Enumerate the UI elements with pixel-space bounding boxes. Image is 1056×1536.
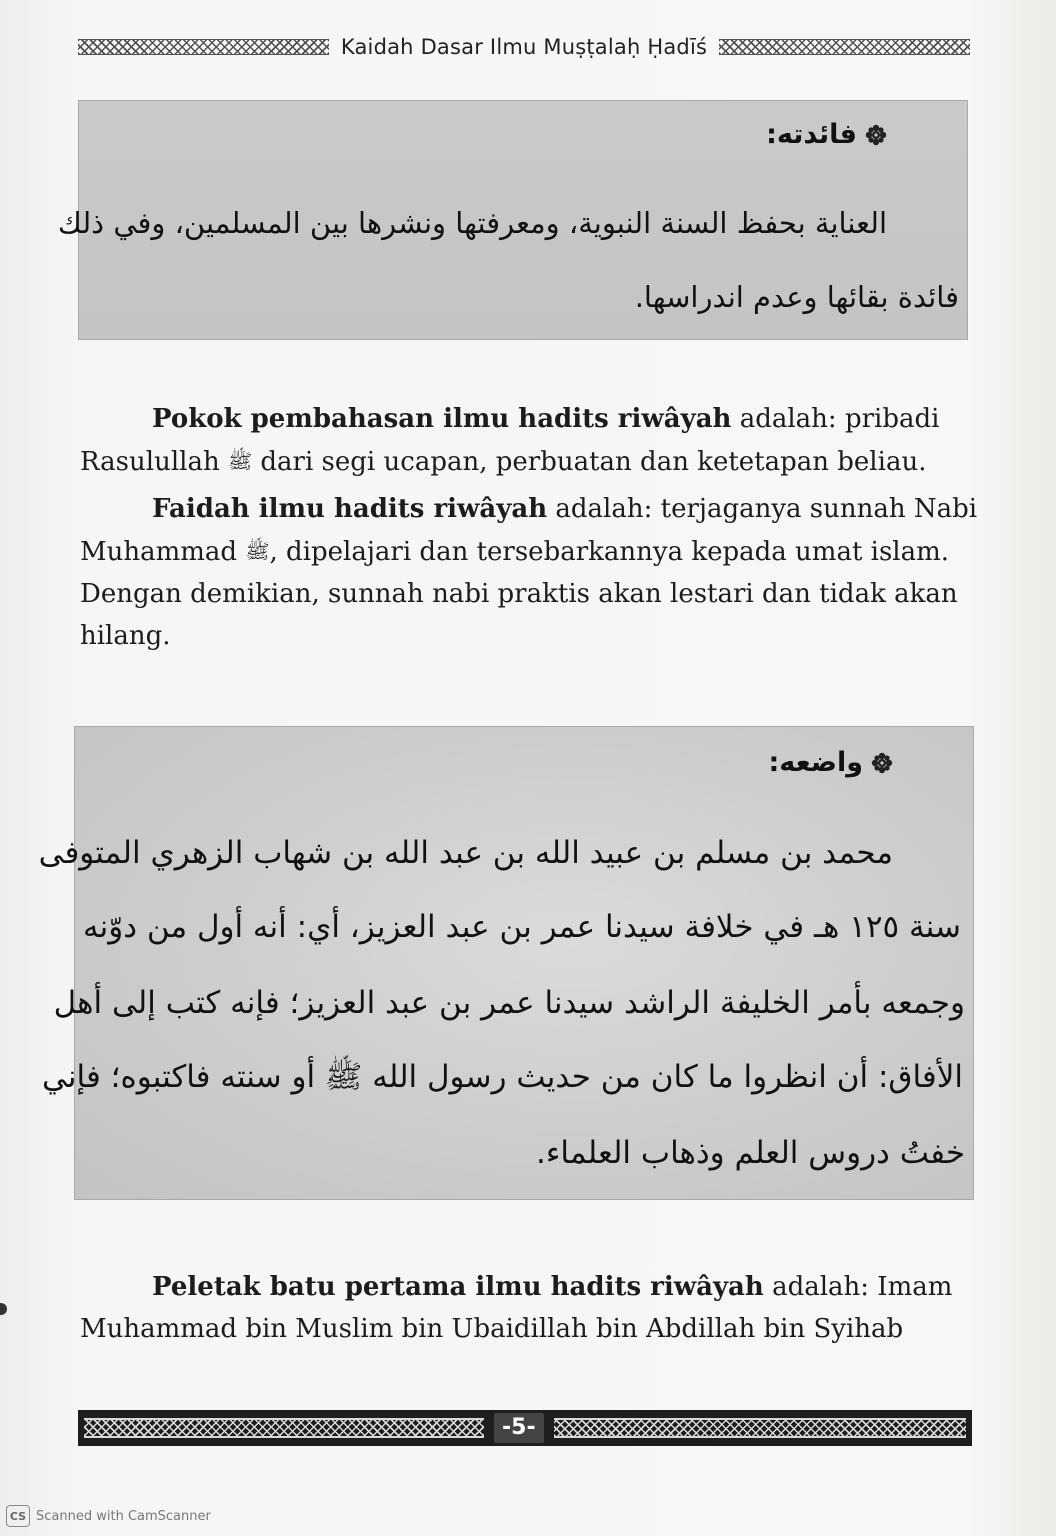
text-span: adalah: Imam — [763, 1272, 953, 1302]
scanner-label: Scanned with CamScanner — [36, 1508, 211, 1524]
text-span: Rasulullah — [80, 447, 228, 477]
bold-term: Faidah ilmu hadits riwâyah — [152, 494, 548, 524]
founder-heading — [768, 747, 893, 778]
text-span: adalah: terjaganya sunnah Nabi — [547, 494, 978, 524]
paragraph-line — [80, 398, 968, 440]
paragraph-subject — [80, 398, 968, 483]
header-title: Kaidah Dasar Ilmu Muṣṭalaḥ Ḥadīś — [340, 35, 708, 59]
paragraph-line — [80, 530, 968, 573]
paragraph-line: Dengan demikian, sunnah nabi praktis akan lestari dan tidak akan — [80, 579, 958, 609]
benefit-line-1: العناية بحفظ السنة النبوية، ومعرفتها ونشرها بين المسلمين، وفي ذلك — [57, 206, 887, 240]
page-number: -5- — [494, 1413, 544, 1443]
founder-line-3: وجمعه بأمر الخليفة الراشد سيدنا عمر بن عبد العزيز؛ فإنه كتب إلى أهل — [53, 985, 965, 1021]
benefit-line-2: فائدة بقائها وعدم اندراسها. — [634, 280, 959, 314]
benefit-heading — [766, 119, 887, 150]
text-span: Muhammad — [80, 537, 246, 567]
benefit-box — [57, 100, 968, 340]
paragraph-founder — [80, 1266, 968, 1350]
saw-honorific-icon: ﷺ — [245, 539, 270, 563]
text-span: dari segi ucapan, perbuatan dan ketetapan beliau. — [252, 447, 927, 477]
text-span: adalah: pribadi — [731, 404, 940, 434]
benefit-heading-text: فائدته: — [766, 119, 857, 150]
scanner-watermark — [6, 1505, 211, 1527]
paragraph-line: hilang. — [80, 621, 171, 651]
paragraph-line — [80, 1266, 968, 1308]
paragraph-line — [80, 440, 968, 483]
footer-ornament-left — [84, 1418, 484, 1438]
footer-ornament-right — [554, 1418, 966, 1438]
paragraph-benefit — [80, 488, 978, 657]
flower-bullet-icon — [871, 752, 893, 774]
flower-bullet-icon — [865, 124, 887, 146]
page-edge-mark — [0, 1303, 7, 1315]
bold-term: Pokok pembahasan ilmu hadits riwâyah — [152, 404, 732, 434]
page-footer — [78, 1410, 972, 1446]
founder-heading-text: واضعه: — [768, 747, 863, 778]
paragraph-line — [80, 488, 978, 530]
header-ornament-right — [719, 39, 970, 55]
camscanner-logo-icon: CS — [6, 1505, 30, 1527]
saw-honorific-icon: ﷺ — [227, 449, 253, 473]
founder-line-5: خفتُ دروس العلم وذهاب العلماء. — [535, 1135, 965, 1171]
founder-line-1: محمد بن مسلم بن عبيد الله بن عبد الله بن شهاب الزهري المتوفى — [38, 835, 893, 871]
founder-line-2: سنة ١٢٥ هـ في خلافة سيدنا عمر بن عبد العزيز، أي: أنه أول من دوّنه — [83, 909, 961, 945]
bold-term: Peletak batu pertama ilmu hadits riwâyah — [152, 1272, 764, 1302]
founder-box — [38, 726, 974, 1200]
paragraph-line: Muhammad bin Muslim bin Ubaidillah bin Abdillah bin Syihab — [80, 1314, 904, 1344]
founder-line-4: الأفاق: أن انظروا ما كان من حديث رسول الله ﷺ أو سنته فاكتبوه؛ فإني — [42, 1059, 963, 1095]
header-ornament-left — [78, 39, 329, 55]
text-span: , dipelajari dan tersebarkannya kepada umat islam. — [269, 537, 950, 567]
running-header — [78, 30, 970, 64]
